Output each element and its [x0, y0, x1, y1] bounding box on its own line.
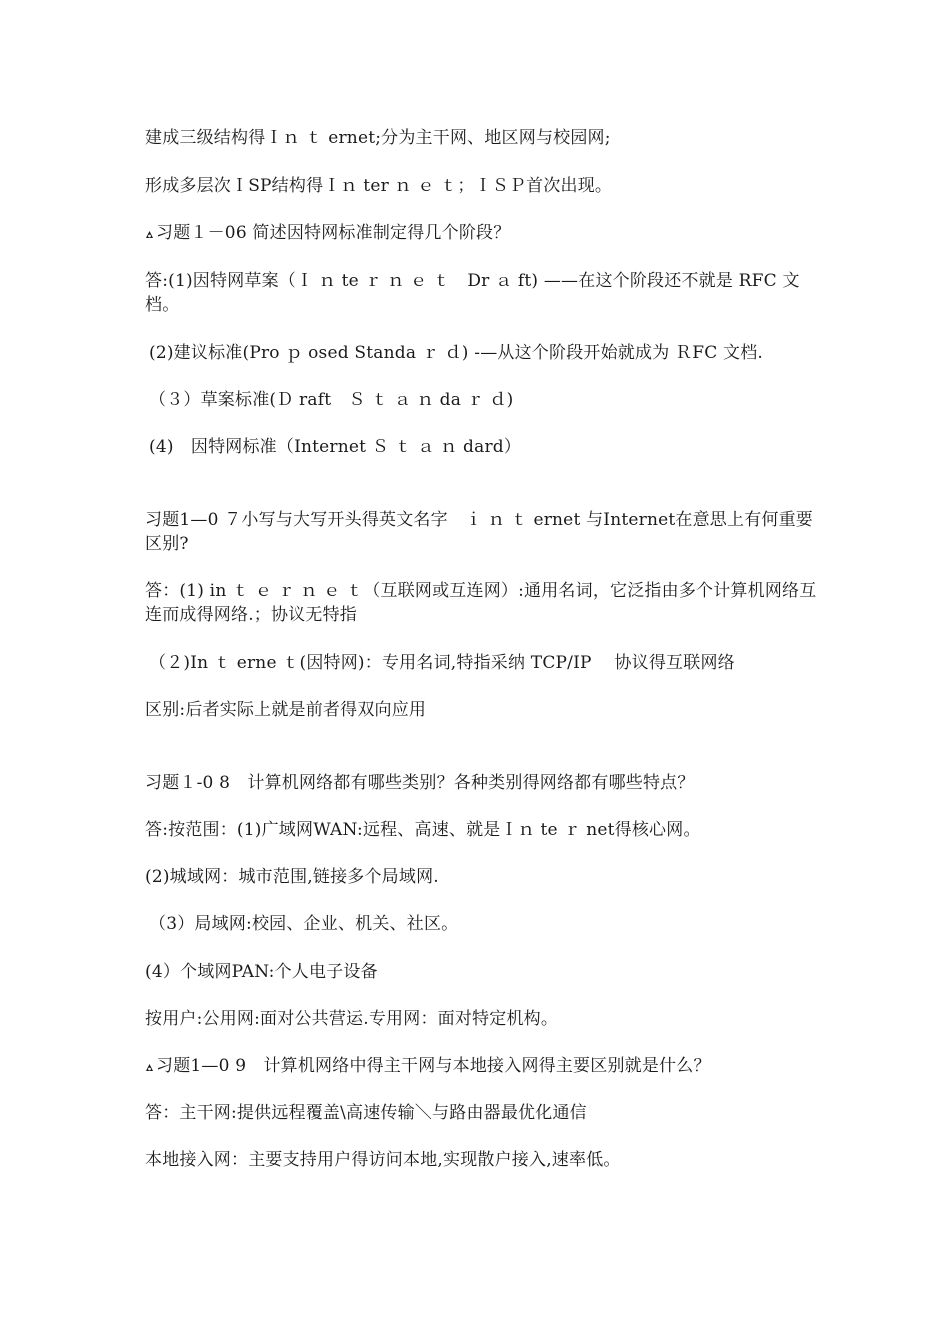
text-line-14: (2)城域网：城市范围,链接多个局域网.: [145, 867, 439, 887]
text-line-4: 答:(1)因特网草案（Ｉ ｎ te ｒ ｎ ｅ ｔ Dr ａ ft) ——在这个阶段还不就是 RFC 文档。: [145, 271, 800, 315]
exercise-heading-text: 习题１－06 简述因特网标准制定得几个阶段？: [156, 223, 511, 243]
exercise-heading-1-06: [145, 221, 825, 245]
text-line-19: 答：主干网:提供远程覆盖\高速传输＼与路由器最优化通信: [145, 1103, 587, 1123]
text-line-2: 形成多层次ＩSP结构得Ｉｎ ter ｎ ｅ ｔ；ＩＳＰ首次出现。: [145, 176, 613, 196]
exercise-heading-1-08: 习题１-0 8 计算机网络都有哪些类别？各种类别得网络都有哪些特点？: [145, 773, 695, 793]
text-line-5: (2)建议标准(Pro ｐ osed Standa ｒ ｄ) -—从这个阶段开始就成为 ＲFC 文档.: [149, 343, 764, 363]
text-line-20: 本地接入网：主要支持用户得访问本地,实现散户接入,速率低。: [145, 1150, 621, 1170]
text-line-17: 按用户:公用网:面对公共营运.专用网：面对特定机构。: [145, 1009, 559, 1029]
text-line-11: 区别:后者实际上就是前者得双向应用: [145, 700, 427, 720]
text-line-15: （3）局域网:校园、企业、机关、社区。: [149, 914, 459, 934]
text-line-7: (4) 因特网标准（Internet Ｓ ｔ ａ ｎ dard）: [149, 437, 522, 457]
diamond-bullet-icon: [145, 230, 154, 239]
exercise-heading-1-07: 习题1—0 ７小写与大写开头得英文名字 ｉ ｎ ｔ ernet 与Internet在意思上有何重要区别?: [145, 510, 814, 554]
text-line-1: 建成三级结构得Ｉｎ ｔ ernet;分为主干网、地区网与校园网;: [145, 128, 611, 148]
text-line-9: 答：(1) in ｔ ｅ ｒ ｎ ｅ ｔ（互联网或互连网）:通用名词，它泛指由多个计算机网络互连而成得网络.；协议无特指: [145, 581, 817, 625]
exercise-heading-1-09: [145, 1054, 825, 1078]
diamond-bullet-icon: [145, 1063, 154, 1072]
exercise-heading-text: 习题1—0 9 计算机网络中得主干网与本地接入网得主要区别就是什么？: [156, 1056, 711, 1076]
text-line-10: （２)In ｔ erne ｔ(因特网)：专用名词,特指采纳 TCP/IP 协议得互联网络: [149, 653, 735, 673]
text-line-16: (4）个域网PAN:个人电子设备: [145, 962, 378, 982]
text-line-13: 答:按范围：(1)广域网WAN:远程、高速、就是Ｉｎ te ｒ net得核心网。: [145, 820, 701, 840]
text-line-6: （３）草案标准(Ｄ raft Ｓ ｔ ａ ｎ da ｒ ｄ): [149, 390, 514, 410]
